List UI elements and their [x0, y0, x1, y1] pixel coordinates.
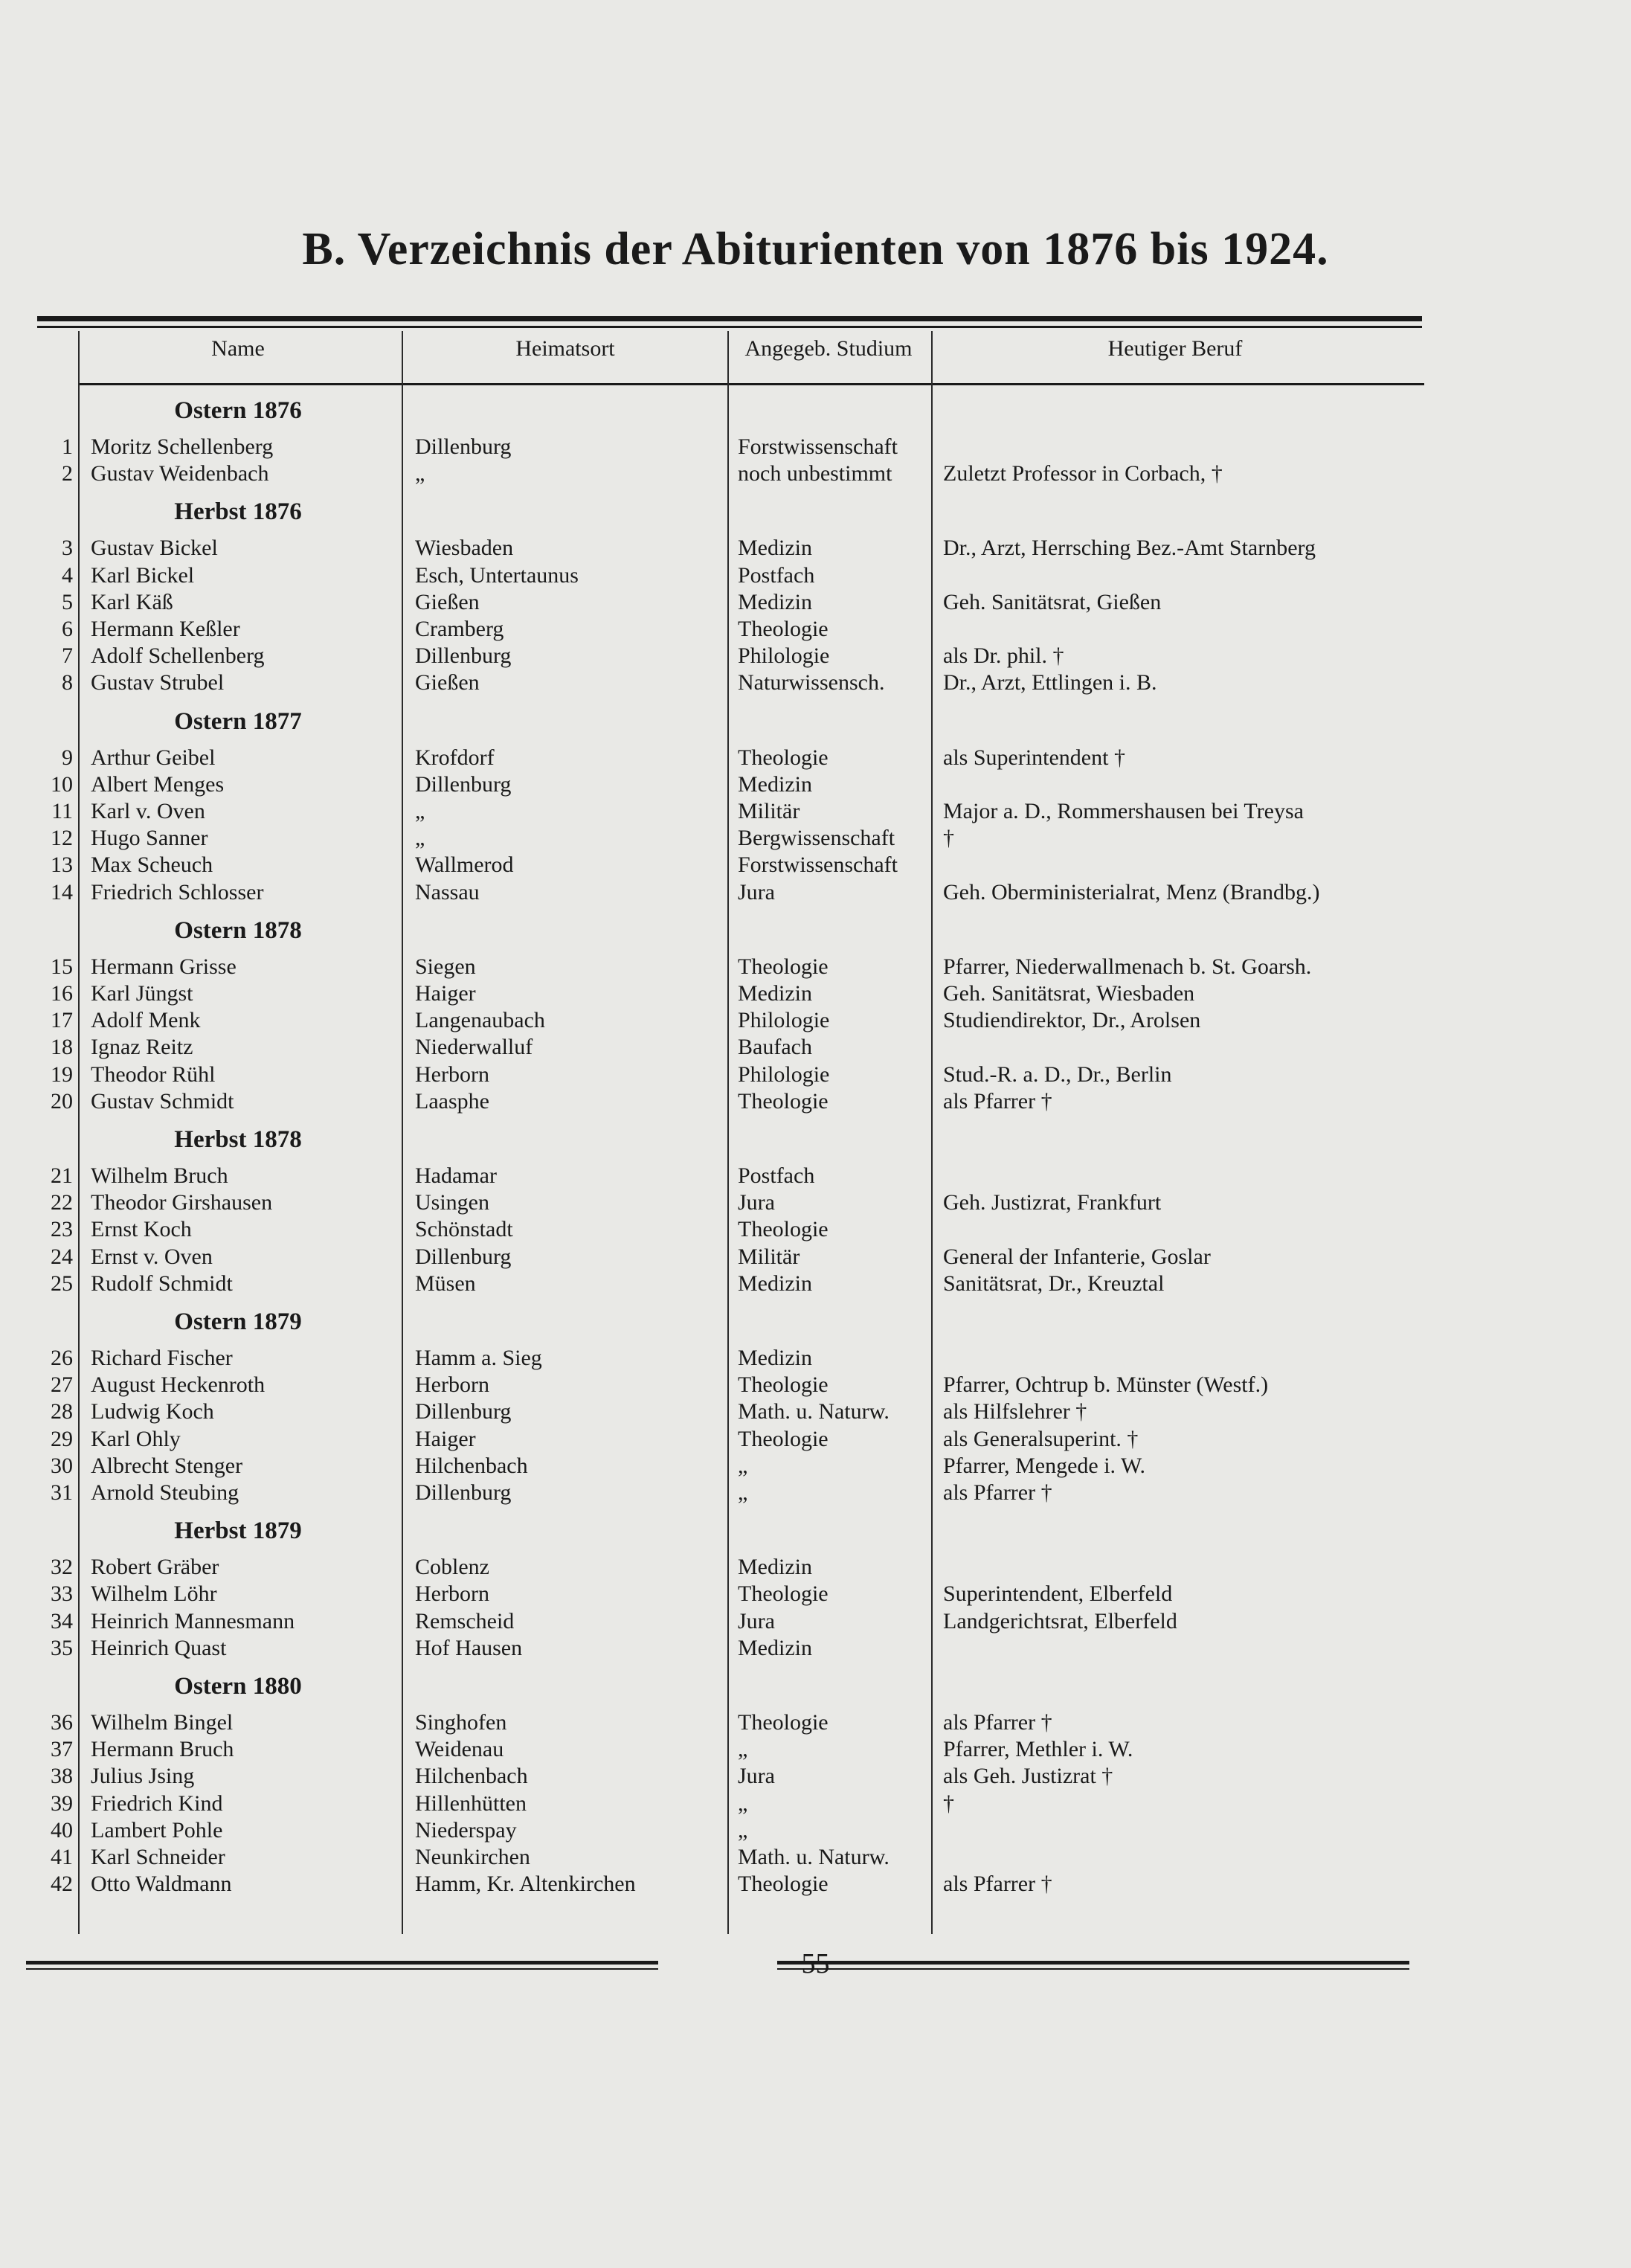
name-cell: Ernst Koch: [91, 1217, 192, 1242]
heimatsort-cell: Niederspay: [415, 1817, 517, 1843]
heimatsort-cell: Wallmerod: [415, 852, 514, 878]
page-number: 55: [801, 1948, 830, 1979]
beruf-cell: als Dr. phil. †: [943, 643, 1064, 669]
heimatsort-cell: Wiesbaden: [415, 536, 514, 561]
name-cell: Hugo Sanner: [91, 826, 208, 851]
heimatsort-cell: Dillenburg: [415, 1244, 512, 1269]
table-row: [0, 1555, 1631, 1581]
name-cell: Lambert Pohle: [91, 1817, 223, 1843]
row-number: 34: [51, 1608, 73, 1633]
section-heading: Ostern 1877: [174, 707, 302, 735]
column-header-name: Name: [211, 336, 265, 361]
table-row: [0, 1845, 1631, 1872]
section-heading: Ostern 1876: [174, 397, 302, 424]
row-number: 23: [51, 1217, 73, 1242]
heimatsort-cell: Herborn: [415, 1372, 489, 1398]
studium-cell: Militär: [738, 1244, 800, 1269]
beruf-cell: Geh. Justizrat, Frankfurt: [943, 1190, 1162, 1215]
studium-cell: „: [738, 1453, 748, 1478]
heimatsort-cell: Cramberg: [415, 617, 504, 641]
heimatsort-cell: Haiger: [415, 1426, 476, 1451]
table-row: [0, 1818, 1631, 1845]
row-number: 39: [51, 1790, 73, 1816]
row-number: 27: [51, 1372, 73, 1398]
row-number: 14: [51, 879, 73, 905]
heimatsort-cell: Hof Hausen: [415, 1635, 523, 1660]
studium-cell: Philologie: [738, 1061, 830, 1087]
table-row: [0, 1217, 1631, 1244]
beruf-cell: Pfarrer, Niederwallmenach b. St. Goarsh.: [943, 954, 1312, 979]
heimatsort-cell: Langenaubach: [415, 1008, 545, 1033]
row-number: 13: [51, 852, 73, 878]
name-cell: Hermann Grisse: [91, 954, 237, 979]
studium-cell: „: [738, 1737, 748, 1762]
heimatsort-cell: Müsen: [415, 1270, 476, 1296]
beruf-cell: Pfarrer, Methler i. W.: [943, 1737, 1133, 1762]
row-number: 4: [62, 562, 73, 588]
name-cell: Ignaz Reitz: [91, 1035, 193, 1060]
heimatsort-cell: Gießen: [415, 670, 480, 696]
table-row: [0, 1872, 1631, 1898]
top-rule-thick: [37, 316, 1422, 321]
name-cell: Friedrich Schlosser: [91, 879, 264, 905]
name-cell: Ludwig Koch: [91, 1399, 214, 1424]
heimatsort-cell: Remscheid: [415, 1608, 515, 1633]
name-cell: Karl Käß: [91, 589, 173, 614]
studium-cell: „: [738, 1480, 748, 1505]
table-row: [0, 1271, 1631, 1298]
name-cell: Max Scheuch: [91, 852, 213, 878]
table-row: [0, 1244, 1631, 1271]
heimatsort-cell: Dillenburg: [415, 1480, 512, 1505]
heimatsort-cell: Hamm, Kr. Altenkirchen: [415, 1872, 636, 1897]
heimatsort-cell: Dillenburg: [415, 643, 512, 669]
studium-cell: Medizin: [738, 1346, 812, 1370]
studium-cell: Bergwissenschaft: [738, 826, 895, 851]
studium-cell: noch unbestimmt: [738, 461, 892, 486]
heimatsort-cell: Nassau: [415, 879, 480, 905]
heimatsort-cell: Krofdorf: [415, 745, 495, 770]
row-number: 32: [51, 1555, 73, 1580]
table-row: [0, 1427, 1631, 1453]
studium-cell: Theologie: [738, 1581, 829, 1607]
heimatsort-cell: Siegen: [415, 954, 476, 979]
name-cell: Wilhelm Bingel: [91, 1710, 234, 1735]
heimatsort-cell: Gießen: [415, 589, 480, 614]
row-number: 24: [51, 1244, 73, 1269]
table-row: [0, 1453, 1631, 1480]
row-number: 16: [51, 981, 73, 1006]
table-row: [0, 826, 1631, 852]
name-cell: Arthur Geibel: [91, 745, 216, 770]
name-cell: Karl Schneider: [91, 1845, 225, 1869]
studium-cell: Medizin: [738, 536, 812, 561]
row-number: 2: [62, 461, 73, 486]
table-row: [0, 1372, 1631, 1399]
name-cell: Theodor Girshausen: [91, 1190, 273, 1215]
name-cell: Albrecht Stenger: [91, 1453, 243, 1478]
name-cell: Heinrich Quast: [91, 1635, 227, 1660]
table-row: [0, 617, 1631, 643]
beruf-cell: Dr., Arzt, Ettlingen i. B.: [943, 670, 1157, 696]
heimatsort-cell: Hamm a. Sieg: [415, 1346, 542, 1370]
name-cell: Gustav Schmidt: [91, 1088, 234, 1114]
beruf-cell: als Hilfslehrer †: [943, 1399, 1087, 1424]
beruf-cell: Studiendirektor, Dr., Arolsen: [943, 1008, 1201, 1033]
row-number: 11: [51, 799, 73, 823]
table-row: [0, 536, 1631, 562]
table-row: [0, 1609, 1631, 1636]
beruf-cell: Stud.-R. a. D., Dr., Berlin: [943, 1061, 1172, 1087]
beruf-cell: Dr., Arzt, Herrsching Bez.-Amt Starnberg: [943, 536, 1316, 561]
row-number: 30: [51, 1453, 73, 1478]
table-row: [0, 670, 1631, 697]
name-cell: Theodor Rühl: [91, 1061, 216, 1087]
section-heading: Ostern 1878: [174, 916, 302, 944]
beruf-cell: †: [943, 826, 954, 851]
table-row: [0, 1764, 1631, 1790]
studium-cell: Theologie: [738, 954, 829, 979]
row-number: 18: [51, 1035, 73, 1060]
studium-cell: Medizin: [738, 589, 812, 614]
name-cell: Gustav Weidenbach: [91, 461, 269, 486]
table-row: [0, 852, 1631, 879]
beruf-cell: Geh. Sanitätsrat, Wiesbaden: [943, 981, 1195, 1006]
studium-cell: Theologie: [738, 1088, 829, 1114]
beruf-cell: als Pfarrer †: [943, 1088, 1052, 1114]
studium-cell: Theologie: [738, 1872, 829, 1897]
row-number: 19: [51, 1061, 73, 1087]
beruf-cell: als Pfarrer †: [943, 1872, 1052, 1897]
table-row: [0, 1581, 1631, 1608]
header-rule: [78, 383, 1424, 385]
studium-cell: Forstwissenschaft: [738, 434, 898, 459]
studium-cell: Philologie: [738, 1008, 830, 1033]
name-cell: Wilhelm Löhr: [91, 1581, 217, 1607]
table-row: [0, 1346, 1631, 1372]
studium-cell: Math. u. Naturw.: [738, 1399, 890, 1424]
studium-cell: „: [738, 1790, 748, 1816]
row-number: 40: [51, 1817, 73, 1843]
heimatsort-cell: „: [415, 799, 425, 823]
beruf-cell: Pfarrer, Mengede i. W.: [943, 1453, 1146, 1478]
heimatsort-cell: Schönstadt: [415, 1217, 513, 1242]
column-header-beruf: Heutiger Beruf: [1107, 336, 1243, 361]
heimatsort-cell: Herborn: [415, 1061, 489, 1087]
beruf-cell: als Pfarrer †: [943, 1480, 1052, 1505]
table-row: [0, 1008, 1631, 1035]
table-row: [0, 1399, 1631, 1426]
beruf-cell: Superintendent, Elberfeld: [943, 1581, 1173, 1607]
table-row: [0, 1035, 1631, 1061]
studium-cell: Philologie: [738, 643, 830, 669]
section-heading: Ostern 1879: [174, 1308, 302, 1335]
beruf-cell: Sanitätsrat, Dr., Kreuztal: [943, 1270, 1165, 1296]
studium-cell: Theologie: [738, 1372, 829, 1398]
name-cell: Adolf Schellenberg: [91, 643, 265, 669]
row-number: 35: [51, 1635, 73, 1660]
heimatsort-cell: Usingen: [415, 1190, 489, 1215]
row-number: 25: [51, 1270, 73, 1296]
table-row: [0, 1163, 1631, 1190]
studium-cell: „: [738, 1817, 748, 1843]
studium-cell: Theologie: [738, 1217, 829, 1242]
row-number: 26: [51, 1346, 73, 1370]
studium-cell: Jura: [738, 1190, 775, 1215]
heimatsort-cell: Hilchenbach: [415, 1453, 528, 1478]
top-rule-thin: [37, 326, 1422, 328]
table-row: [0, 1636, 1631, 1663]
section-heading: Herbst 1878: [174, 1126, 302, 1153]
beruf-cell: Landgerichtsrat, Elberfeld: [943, 1608, 1177, 1633]
row-number: 36: [51, 1710, 73, 1735]
name-cell: Julius Jsing: [91, 1764, 195, 1789]
table-row: [0, 772, 1631, 799]
row-number: 41: [51, 1845, 73, 1869]
table-row: [0, 1190, 1631, 1217]
row-number: 22: [51, 1190, 73, 1215]
studium-cell: Militär: [738, 799, 800, 823]
heimatsort-cell: „: [415, 826, 425, 851]
name-cell: Otto Waldmann: [91, 1872, 232, 1897]
beruf-cell: General der Infanterie, Goslar: [943, 1244, 1211, 1269]
name-cell: Arnold Steubing: [91, 1480, 239, 1505]
table-row: [0, 1737, 1631, 1764]
name-cell: Richard Fischer: [91, 1346, 233, 1370]
name-cell: Heinrich Mannesmann: [91, 1608, 295, 1633]
table-row: [0, 1480, 1631, 1507]
name-cell: Adolf Menk: [91, 1008, 201, 1033]
studium-cell: Math. u. Naturw.: [738, 1845, 890, 1869]
row-number: 10: [51, 771, 73, 797]
column-header-heimatsort: Heimatsort: [515, 336, 615, 361]
name-cell: Friedrich Kind: [91, 1790, 223, 1816]
studium-cell: Jura: [738, 1608, 775, 1633]
studium-cell: Postfach: [738, 1163, 815, 1188]
name-cell: Robert Gräber: [91, 1555, 219, 1580]
row-number: 33: [51, 1581, 73, 1607]
studium-cell: Theologie: [738, 745, 829, 770]
beruf-cell: †: [943, 1790, 954, 1816]
row-number: 29: [51, 1426, 73, 1451]
row-number: 42: [51, 1872, 73, 1897]
heimatsort-cell: Coblenz: [415, 1555, 489, 1580]
section-heading: Herbst 1879: [174, 1517, 302, 1545]
heimatsort-cell: Dillenburg: [415, 1399, 512, 1424]
name-cell: Albert Menges: [91, 771, 225, 797]
table-row: [0, 461, 1631, 488]
heimatsort-cell: Esch, Untertaunus: [415, 562, 579, 588]
name-cell: Gustav Bickel: [91, 536, 218, 561]
name-cell: August Heckenroth: [91, 1372, 266, 1398]
name-cell: Karl Ohly: [91, 1426, 181, 1451]
row-number: 8: [62, 670, 73, 696]
beruf-cell: als Pfarrer †: [943, 1710, 1052, 1735]
name-cell: Hermann Bruch: [91, 1737, 234, 1762]
table-row: [0, 799, 1631, 826]
row-number: 31: [51, 1480, 73, 1505]
heimatsort-cell: Weidenau: [415, 1737, 504, 1762]
table-row: [0, 1710, 1631, 1737]
table-row: [0, 954, 1631, 981]
heimatsort-cell: Dillenburg: [415, 434, 512, 459]
studium-cell: Medizin: [738, 771, 812, 797]
name-cell: Hermann Keßler: [91, 617, 240, 641]
row-number: 5: [62, 589, 73, 614]
row-number: 9: [62, 745, 73, 770]
heimatsort-cell: Laasphe: [415, 1088, 489, 1114]
studium-cell: Theologie: [738, 1426, 829, 1451]
heimatsort-cell: Singhofen: [415, 1710, 507, 1735]
name-cell: Moritz Schellenberg: [91, 434, 274, 459]
heimatsort-cell: „: [415, 461, 425, 486]
table-row: [0, 590, 1631, 617]
table-row: [0, 1062, 1631, 1089]
studium-cell: Postfach: [738, 562, 815, 588]
table-row: [0, 434, 1631, 461]
name-cell: Karl Jüngst: [91, 981, 193, 1006]
name-cell: Rudolf Schmidt: [91, 1270, 233, 1296]
row-number: 28: [51, 1399, 73, 1424]
row-number: 6: [62, 617, 73, 641]
studium-cell: Medizin: [738, 1555, 812, 1580]
beruf-cell: Geh. Oberministerialrat, Menz (Brandbg.): [943, 879, 1320, 905]
beruf-cell: als Geh. Justizrat †: [943, 1764, 1113, 1789]
row-number: 15: [51, 954, 73, 979]
name-cell: Gustav Strubel: [91, 670, 225, 696]
row-number: 3: [62, 536, 73, 561]
heimatsort-cell: Neunkirchen: [415, 1845, 530, 1869]
page-title: B. Verzeichnis der Abiturienten von 1876 bis 1924.: [302, 224, 1329, 274]
beruf-cell: Geh. Sanitätsrat, Gießen: [943, 589, 1162, 614]
beruf-cell: Major a. D., Rommershausen bei Treysa: [943, 799, 1304, 823]
heimatsort-cell: Hillenhütten: [415, 1790, 527, 1816]
table-row: [0, 745, 1631, 772]
beruf-cell: als Generalsuperint. †: [943, 1426, 1139, 1451]
row-number: 7: [62, 643, 73, 669]
name-cell: Karl v. Oven: [91, 799, 205, 823]
studium-cell: Jura: [738, 879, 775, 905]
heimatsort-cell: Haiger: [415, 981, 476, 1006]
table-row: [0, 1089, 1631, 1116]
beruf-cell: als Superintendent †: [943, 745, 1125, 770]
heimatsort-cell: Hadamar: [415, 1163, 497, 1188]
table-row: [0, 1791, 1631, 1818]
row-number: 17: [51, 1008, 73, 1033]
studium-cell: Medizin: [738, 1270, 812, 1296]
heimatsort-cell: Hilchenbach: [415, 1764, 528, 1789]
row-number: 38: [51, 1764, 73, 1789]
studium-cell: Medizin: [738, 1635, 812, 1660]
table-row: [0, 880, 1631, 907]
row-number: 21: [51, 1163, 73, 1188]
section-heading: Ostern 1880: [174, 1673, 302, 1700]
name-cell: Karl Bickel: [91, 562, 195, 588]
column-header-studium: Angegeb. Studium: [744, 336, 913, 361]
studium-cell: Medizin: [738, 981, 812, 1006]
heimatsort-cell: Herborn: [415, 1581, 489, 1607]
studium-cell: Naturwissensch.: [738, 670, 885, 696]
table-row: [0, 563, 1631, 590]
studium-cell: Jura: [738, 1764, 775, 1789]
studium-cell: Forstwissenschaft: [738, 852, 898, 878]
heimatsort-cell: Dillenburg: [415, 771, 512, 797]
table-row: [0, 643, 1631, 670]
heimatsort-cell: Niederwalluf: [415, 1035, 533, 1060]
name-cell: Wilhelm Bruch: [91, 1163, 228, 1188]
studium-cell: Theologie: [738, 617, 829, 641]
row-number: 37: [51, 1737, 73, 1762]
row-number: 20: [51, 1088, 73, 1114]
studium-cell: Theologie: [738, 1710, 829, 1735]
section-heading: Herbst 1876: [174, 498, 302, 526]
table-row: [0, 981, 1631, 1008]
row-number: 1: [62, 434, 73, 459]
beruf-cell: Pfarrer, Ochtrup b. Münster (Westf.): [943, 1372, 1269, 1398]
name-cell: Ernst v. Oven: [91, 1244, 213, 1269]
row-number: 12: [51, 826, 73, 851]
studium-cell: Baufach: [738, 1035, 812, 1060]
beruf-cell: Zuletzt Professor in Corbach, †: [943, 461, 1223, 486]
